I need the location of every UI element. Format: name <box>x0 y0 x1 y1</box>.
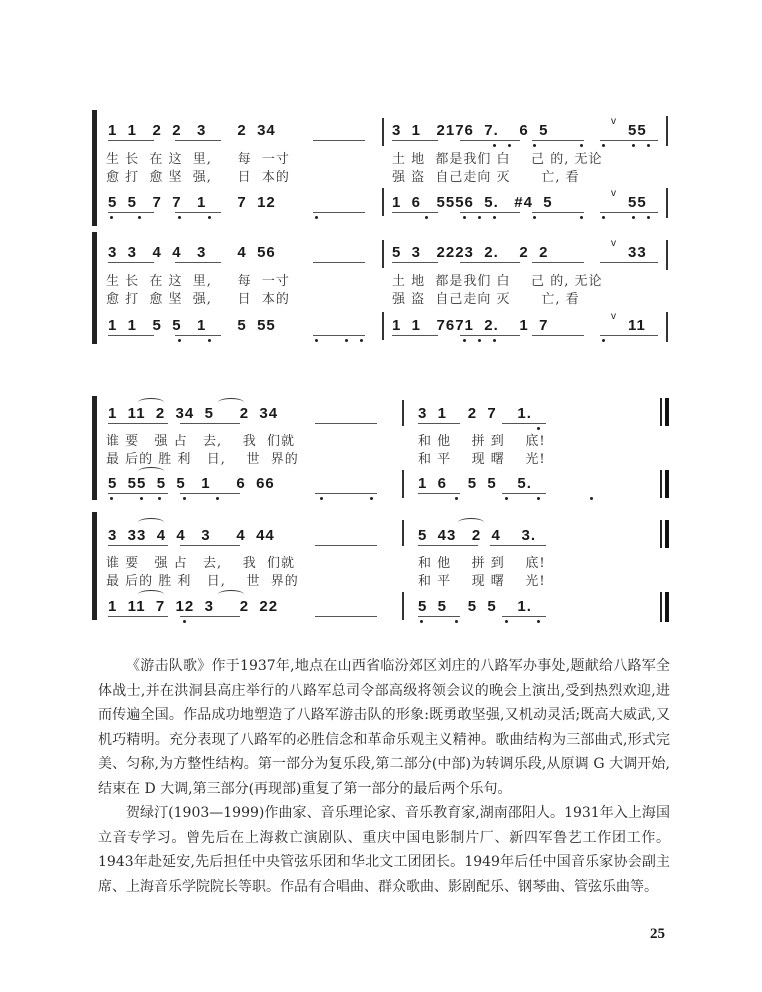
beam-underline <box>418 493 460 494</box>
octave-dot <box>140 497 143 500</box>
octave-dot <box>537 620 540 623</box>
octave-dot <box>110 216 113 219</box>
notation-top-voice-m2: 5 3 2223 2. 2 2 <box>392 244 554 261</box>
beam-underline <box>502 616 546 617</box>
octave-dot <box>602 339 605 342</box>
beam-underline <box>418 545 478 546</box>
notation-top-voice-m1: 1 11 2 34 5 2 34 <box>108 405 279 422</box>
system-brace <box>92 110 97 226</box>
lyrics-verse-2: 和 平 现 曙 光! <box>418 452 546 467</box>
notation-top-voice-m2: 5 43 2 4 3. <box>418 527 537 544</box>
octave-dot <box>505 497 508 500</box>
beam-underline <box>313 262 365 263</box>
notation-bottom-voice-m2-end: 55 <box>628 194 647 211</box>
lyrics-verse-2: 愈 打 愈 坚 强, 日 本的 <box>106 292 290 307</box>
octave-dot <box>370 497 373 500</box>
notation-bottom-voice-m2: 1 1 7671 2. 1 7 <box>392 317 554 334</box>
breath-mark: v <box>611 311 617 322</box>
beam-underline <box>175 262 221 263</box>
barline <box>382 188 384 216</box>
octave-dot <box>183 620 186 623</box>
beam-underline <box>502 493 546 494</box>
beam-underline <box>600 262 658 263</box>
octave-dot <box>178 216 181 219</box>
notation-bottom-voice-m1: 1 1 5 5 1 5 55 <box>108 317 276 334</box>
octave-dot <box>590 497 593 500</box>
beam-underline <box>108 616 168 617</box>
paragraph-song-description: 《游击队歌》作于1937年,地点在山西省临汾郊区刘庄的八路军办事处,题献给八路军全体战士,并在洪洞县高庄举行的八路军总司令部高级将领会议的晚会上演出,受到热烈欢迎,进而传遍全国。作品成功地塑造了八路军游击队的形象:既勇敢坚强,又机动灵活;既高大威武,又机巧精明。充分表现了八路军的必胜信念和革命乐观主义精神。歌曲结构为三部曲式,形式完美、匀称,为方整性结构。第一部分为复乐段,第二部分(中部)为转调乐段,从原调 G 大调开始,结束在 D 大调,第三部分(再现部)重复了第一部分的最后两个乐句。 <box>98 658 670 797</box>
octave-dot <box>315 339 318 342</box>
octave-dot <box>533 144 536 147</box>
lyrics-verse-1: 生 长 在 这 里, 每 一寸 <box>106 152 290 167</box>
paragraph-composer-biography: 贺绿汀(1903—1999)作曲家、音乐理论家、音乐教育家,湖南邵阳人。1931年入上海国立音专学习。曾先后在上海救亡演剧队、重庆中国电影制片厂、新四军鲁艺工作团工作。1943年赴延安,先后担任中央管弦乐团和华北文工团团长。1949年后任中国音乐家协会副主席、上海音乐学院院长等职。作品有合唱曲、群众歌曲、影剧配乐、钢琴曲、管弦乐曲等。 <box>98 805 670 895</box>
beam-underline <box>313 212 365 213</box>
final-barline <box>660 520 669 548</box>
beam-underline <box>502 423 546 424</box>
beam-underline <box>418 616 460 617</box>
octave-dot <box>360 339 363 342</box>
beam-underline <box>108 545 168 546</box>
barline <box>666 312 668 342</box>
beam-underline <box>600 212 658 213</box>
beam-underline <box>315 545 377 546</box>
notation-bottom-voice-m2: 1 6 5556 5. #4 5 <box>392 194 558 211</box>
octave-dot <box>537 427 540 430</box>
beam-underline <box>315 616 377 617</box>
notation-top-voice-m2: 3 1 2176 7. 6 5 <box>392 122 554 139</box>
beam-underline <box>180 493 240 494</box>
beam-underline <box>532 212 584 213</box>
beam-underline <box>392 140 438 141</box>
octave-dot <box>208 216 211 219</box>
octave-dot <box>478 216 481 219</box>
beam-underline <box>180 423 240 424</box>
octave-dot <box>505 620 508 623</box>
beam-underline <box>392 212 438 213</box>
final-barline <box>660 398 669 426</box>
beam-underline <box>108 140 154 141</box>
beam-underline <box>108 212 154 213</box>
octave-dot <box>158 497 161 500</box>
octave-dot <box>602 216 605 219</box>
beam-underline <box>490 545 546 546</box>
octave-dot <box>425 216 428 219</box>
octave-dot <box>478 339 481 342</box>
beam-underline <box>600 335 658 336</box>
notation-top-voice-m1: 1 1 2 2 3 2 34 <box>108 122 276 139</box>
system-brace <box>92 232 97 344</box>
beam-underline <box>460 212 520 213</box>
lyrics-verse-2: 强 盗 自己走向 灭 亡, 看 <box>392 292 580 307</box>
octave-dot <box>216 497 219 500</box>
beam-underline <box>418 423 460 424</box>
beam-underline <box>532 140 584 141</box>
lyrics-verse-1: 土 地 都是我们 白 己 的, 无论 <box>392 152 603 167</box>
octave-dot <box>493 144 496 147</box>
beam-underline <box>175 212 221 213</box>
final-barline <box>660 470 669 498</box>
barline <box>666 188 668 218</box>
octave-dot <box>463 339 466 342</box>
beam-underline <box>460 140 520 141</box>
barline <box>402 520 404 546</box>
breath-mark: v <box>611 116 617 127</box>
octave-dot <box>345 339 348 342</box>
barline <box>666 240 668 270</box>
octave-dot <box>632 144 635 147</box>
octave-dot <box>493 216 496 219</box>
octave-dot <box>533 216 536 219</box>
octave-dot <box>183 497 186 500</box>
breath-mark: v <box>611 188 617 199</box>
octave-dot <box>455 497 458 500</box>
beam-underline <box>532 335 584 336</box>
lyrics-verse-2: 愈 打 愈 坚 强, 日 本的 <box>106 170 290 185</box>
octave-dot <box>315 216 318 219</box>
barline <box>402 592 404 620</box>
notation-bottom-voice-m1: 5 5 7 7 1 7 12 <box>108 194 276 211</box>
beam-underline <box>460 335 520 336</box>
octave-dot <box>463 216 466 219</box>
barline <box>666 116 668 146</box>
beam-underline <box>108 423 168 424</box>
octave-dot <box>647 144 650 147</box>
octave-dot <box>420 620 423 623</box>
system-brace <box>92 396 97 500</box>
beam-underline <box>180 545 240 546</box>
lyrics-verse-1: 和 他 拼 到 底! <box>418 434 546 449</box>
octave-dot <box>208 339 211 342</box>
lyrics-verse-2: 强 盗 自己走向 灭 亡, 看 <box>392 170 580 185</box>
lyrics-verse-1: 和 他 拼 到 底! <box>418 556 546 571</box>
lyrics-verse-2: 最 后的 胜 利 日, 世 界的 <box>106 574 299 589</box>
lyrics-verse-1: 谁 要 强 占 去, 我 们就 <box>106 434 295 449</box>
barline <box>402 470 404 498</box>
notation-top-voice-m2-end: 55 <box>628 122 647 139</box>
barline <box>382 240 384 268</box>
barline <box>382 312 384 340</box>
lyrics-verse-1: 生 长 在 这 里, 每 一寸 <box>106 274 290 289</box>
notation-bottom-voice-m1: 5 55 5 5 1 6 66 <box>108 475 275 492</box>
octave-dot <box>580 144 583 147</box>
octave-dot <box>110 497 113 500</box>
beam-underline <box>175 335 221 336</box>
beam-underline <box>108 335 154 336</box>
beam-underline <box>108 262 154 263</box>
octave-dot <box>580 216 583 219</box>
octave-dot <box>537 497 540 500</box>
final-barline <box>660 592 669 622</box>
octave-dot <box>508 144 511 147</box>
octave-dot <box>632 216 635 219</box>
beam-underline <box>315 423 377 424</box>
notation-top-voice-m1: 3 3 4 4 3 4 56 <box>108 244 276 261</box>
notation-top-voice-m2: 3 1 2 7 1. <box>418 405 532 422</box>
beam-underline <box>108 493 168 494</box>
lyrics-verse-2: 和 平 现 曙 光! <box>418 574 546 589</box>
page-number: 25 <box>650 926 665 942</box>
barline <box>402 400 404 426</box>
notation-bottom-voice-m2: 5 5 5 5 1. <box>418 598 532 615</box>
barline <box>382 118 384 146</box>
beam-underline <box>313 140 365 141</box>
system-brace <box>92 512 97 620</box>
octave-dot <box>647 216 650 219</box>
octave-dot <box>602 144 605 147</box>
octave-dot <box>455 620 458 623</box>
breath-mark: v <box>611 238 617 249</box>
notation-bottom-voice-m2-end: 11 <box>628 317 646 334</box>
beam-underline <box>532 262 584 263</box>
notation-top-voice-m1: 3 33 4 4 3 4 44 <box>108 527 275 544</box>
beam-underline <box>392 262 438 263</box>
notation-bottom-voice-m2: 1 6 5 5 5. <box>418 475 532 492</box>
octave-dot <box>178 339 181 342</box>
octave-dot <box>320 497 323 500</box>
article-body <box>98 654 670 899</box>
beam-underline <box>315 493 377 494</box>
notation-top-voice-m2-end: 33 <box>628 244 647 261</box>
lyrics-verse-1: 谁 要 强 占 去, 我 们就 <box>106 556 295 571</box>
octave-dot <box>493 339 496 342</box>
notation-bottom-voice-m1: 1 11 7 12 3 2 22 <box>108 598 279 615</box>
slur-tie <box>458 518 484 527</box>
beam-underline <box>600 140 658 141</box>
octave-dot <box>138 216 141 219</box>
slur-tie <box>138 518 164 527</box>
beam-underline <box>460 262 520 263</box>
beam-underline <box>175 140 221 141</box>
lyrics-verse-2: 最 后的 胜 利 日, 世 界的 <box>106 452 299 467</box>
beam-underline <box>392 335 438 336</box>
beam-underline <box>313 335 365 336</box>
beam-underline <box>180 616 240 617</box>
lyrics-verse-1: 土 地 都是我们 白 己 的, 无论 <box>392 274 603 289</box>
